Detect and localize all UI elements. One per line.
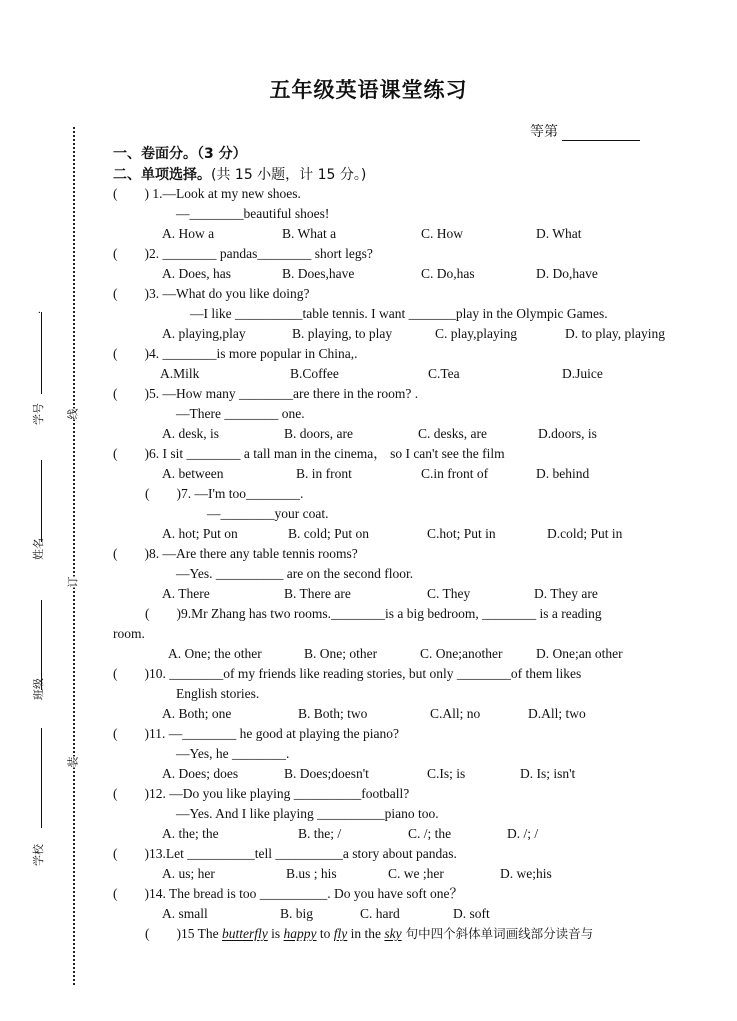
- question-11-option-a[interactable]: A. Does; does: [162, 766, 239, 781]
- question-11: ( )11. —________ he good at playing the piano?: [113, 726, 399, 741]
- question-11-option-b[interactable]: B. Does;doesn't: [284, 766, 369, 781]
- question-10: ( )10. ________of my friends like reading stories, but only ________of them likes: [113, 666, 582, 681]
- question-10-option-a[interactable]: A. Both; one: [162, 706, 232, 721]
- question-4-option-a[interactable]: A.Milk: [160, 366, 200, 381]
- question-8-line-2: —Yes. __________ are on the second floor.: [176, 566, 414, 581]
- question-2-option-d[interactable]: D. Do,have: [536, 266, 598, 281]
- grade-blank[interactable]: [562, 126, 640, 141]
- question-1-option-b[interactable]: B. What a: [282, 226, 337, 241]
- binding-dot: .: [38, 304, 41, 316]
- binding-mark-bind: 装: [63, 757, 83, 768]
- section-2-note: (共 15 小题，计 15 分。): [211, 167, 367, 183]
- question-12-line-2: —Yes. And I like playing __________piano too.: [176, 806, 439, 821]
- question-9-line-2: room.: [113, 626, 145, 641]
- question-9-option-d[interactable]: D. One;an other: [536, 646, 623, 661]
- question-5-line-2: —There ________ one.: [176, 406, 305, 421]
- question-5-option-a[interactable]: A. desk, is: [162, 426, 219, 441]
- question-6-option-a[interactable]: A. between: [162, 466, 224, 481]
- question-15: [145, 925, 593, 943]
- question-8-option-d[interactable]: D. They are: [534, 586, 598, 601]
- class-line: [41, 600, 42, 690]
- question-3-option-b[interactable]: B. playing, to play: [292, 326, 393, 341]
- school-label: 学校: [32, 844, 45, 866]
- question-5: ( )5. —How many ________are there in the room? .: [113, 386, 419, 401]
- question-15-prefix: ( )15 The: [145, 926, 222, 941]
- binding-mark-staple: 订: [63, 577, 83, 588]
- name-line: [41, 460, 42, 542]
- question-1-option-c[interactable]: C. How: [421, 226, 464, 241]
- question-12-option-d[interactable]: D. /; /: [507, 826, 539, 841]
- question-15-suffix: 句中四个斜体单词画线部分读音与: [401, 926, 594, 941]
- question-14-option-c[interactable]: C. hard: [360, 906, 400, 921]
- question-10-option-d[interactable]: D.All; two: [528, 706, 586, 721]
- question-7-option-d[interactable]: D.cold; Put in: [547, 526, 623, 541]
- question-3-option-a[interactable]: A. playing,play: [162, 326, 246, 341]
- question-15-text-2: to: [316, 926, 334, 941]
- question-4-option-b[interactable]: B.Coffee: [290, 366, 339, 381]
- question-4: ( )4. ________is more popular in China,.: [113, 346, 358, 361]
- question-1: ( ) 1.—Look at my new shoes.: [113, 186, 301, 201]
- question-8-option-a[interactable]: A. There: [162, 586, 210, 601]
- question-13-option-a[interactable]: A. us; her: [162, 866, 215, 881]
- question-9: ( )9.Mr Zhang has two rooms.________is a big bedroom, ________ is a reading: [145, 606, 602, 621]
- school-line: [41, 728, 42, 828]
- question-7-line-2: —________your coat.: [207, 506, 329, 521]
- question-8-option-b[interactable]: B. There are: [284, 586, 351, 601]
- question-15-text-1: is: [267, 926, 284, 941]
- word-happy: happy: [283, 926, 317, 941]
- question-10-option-c[interactable]: C.All; no: [430, 706, 481, 721]
- question-6-option-c[interactable]: C.in front of: [421, 466, 489, 481]
- question-15-text-3: in the: [347, 926, 385, 941]
- question-12-option-b[interactable]: B. the; /: [298, 826, 342, 841]
- question-11-option-c[interactable]: C.Is; is: [427, 766, 466, 781]
- question-8-option-c[interactable]: C. They: [427, 586, 471, 601]
- question-3-line-2: —I like __________table tennis. I want _______play in the Olympic Games.: [190, 306, 608, 321]
- question-8: ( )8. —Are there any table tennis rooms?: [113, 546, 358, 561]
- question-9-option-a[interactable]: A. One; the other: [168, 646, 262, 661]
- question-3-option-d[interactable]: D. to play, playing: [565, 326, 665, 341]
- question-7-option-c[interactable]: C.hot; Put in: [427, 526, 496, 541]
- question-10-line-2: English stories.: [176, 686, 260, 701]
- question-14-option-b[interactable]: B. big: [280, 906, 314, 921]
- name-label: 姓名: [32, 538, 45, 560]
- question-2-option-c[interactable]: C. Do,has: [421, 266, 475, 281]
- page-title: 五年级英语课堂练习: [269, 78, 468, 102]
- section-2-heading: [113, 164, 366, 184]
- question-12-option-c[interactable]: C. /; the: [408, 826, 452, 841]
- class-label: 班级: [32, 678, 45, 700]
- question-5-option-b[interactable]: B. doors, are: [284, 426, 353, 441]
- question-7: ( )7. —I'm too________.: [145, 486, 304, 501]
- question-14-option-d[interactable]: D. soft: [453, 906, 490, 921]
- word-sky: sky: [384, 926, 402, 941]
- question-10-option-b[interactable]: B. Both; two: [298, 706, 368, 721]
- question-4-option-d[interactable]: D.Juice: [562, 366, 603, 381]
- word-fly: fly: [333, 926, 348, 941]
- question-1-option-d[interactable]: D. What: [536, 226, 582, 241]
- question-9-option-c[interactable]: C. One;another: [420, 646, 503, 661]
- question-6: ( )6. I sit ________ a tall man in the cinema， so I can't see the film: [113, 446, 505, 461]
- grade-field: [530, 121, 640, 141]
- question-2-option-a[interactable]: A. Does, has: [162, 266, 231, 281]
- question-11-option-d[interactable]: D. Is; isn't: [520, 766, 576, 781]
- question-13-option-d[interactable]: D. we;his: [500, 866, 552, 881]
- question-11-line-2: —Yes, he ________.: [176, 746, 290, 761]
- question-3-option-c[interactable]: C. play,playing: [435, 326, 517, 341]
- question-1-option-a[interactable]: A. How a: [162, 226, 215, 241]
- question-7-option-b[interactable]: B. cold; Put on: [288, 526, 370, 541]
- question-14-option-a[interactable]: A. small: [162, 906, 208, 921]
- grade-label: 等第: [530, 124, 558, 140]
- question-5-option-c[interactable]: C. desks, are: [418, 426, 487, 441]
- section-1-heading: 一、卷面分。（3 分）: [113, 146, 247, 162]
- binding-mark-line: 线: [63, 409, 83, 420]
- word-butterfly: butterfly: [222, 926, 268, 941]
- question-7-option-a[interactable]: A. hot; Put on: [162, 526, 238, 541]
- question-12-option-a[interactable]: A. the; the: [162, 826, 219, 841]
- question-2-option-b[interactable]: B. Does,have: [282, 266, 355, 281]
- binding-dotted-line: [73, 127, 75, 985]
- question-4-option-c[interactable]: C.Tea: [428, 366, 460, 381]
- question-1-line-2: —________beautiful shoes!: [176, 206, 330, 221]
- question-13-option-b[interactable]: B.us ; his: [286, 866, 337, 881]
- student-number-line: [41, 312, 42, 394]
- question-12: ( )12. —Do you like playing __________football?: [113, 786, 410, 801]
- question-13-option-c[interactable]: C. we ;her: [388, 866, 444, 881]
- question-3: ( )3. —What do you like doing?: [113, 286, 310, 301]
- question-6-option-b[interactable]: B. in front: [296, 466, 352, 481]
- question-5-option-d[interactable]: D.doors, is: [538, 426, 597, 441]
- question-14: ( )14. The bread is too __________. Do you have soft one？: [113, 886, 463, 901]
- section-2-title: 二、单项选择。: [113, 167, 211, 183]
- question-2: ( )2. ________ pandas________ short legs?: [113, 246, 373, 261]
- question-13: ( )13.Let __________tell __________a story about pandas.: [113, 846, 457, 861]
- question-6-option-d[interactable]: D. behind: [536, 466, 590, 481]
- student-number-label: 学号: [32, 403, 45, 425]
- question-9-option-b[interactable]: B. One; other: [304, 646, 378, 661]
